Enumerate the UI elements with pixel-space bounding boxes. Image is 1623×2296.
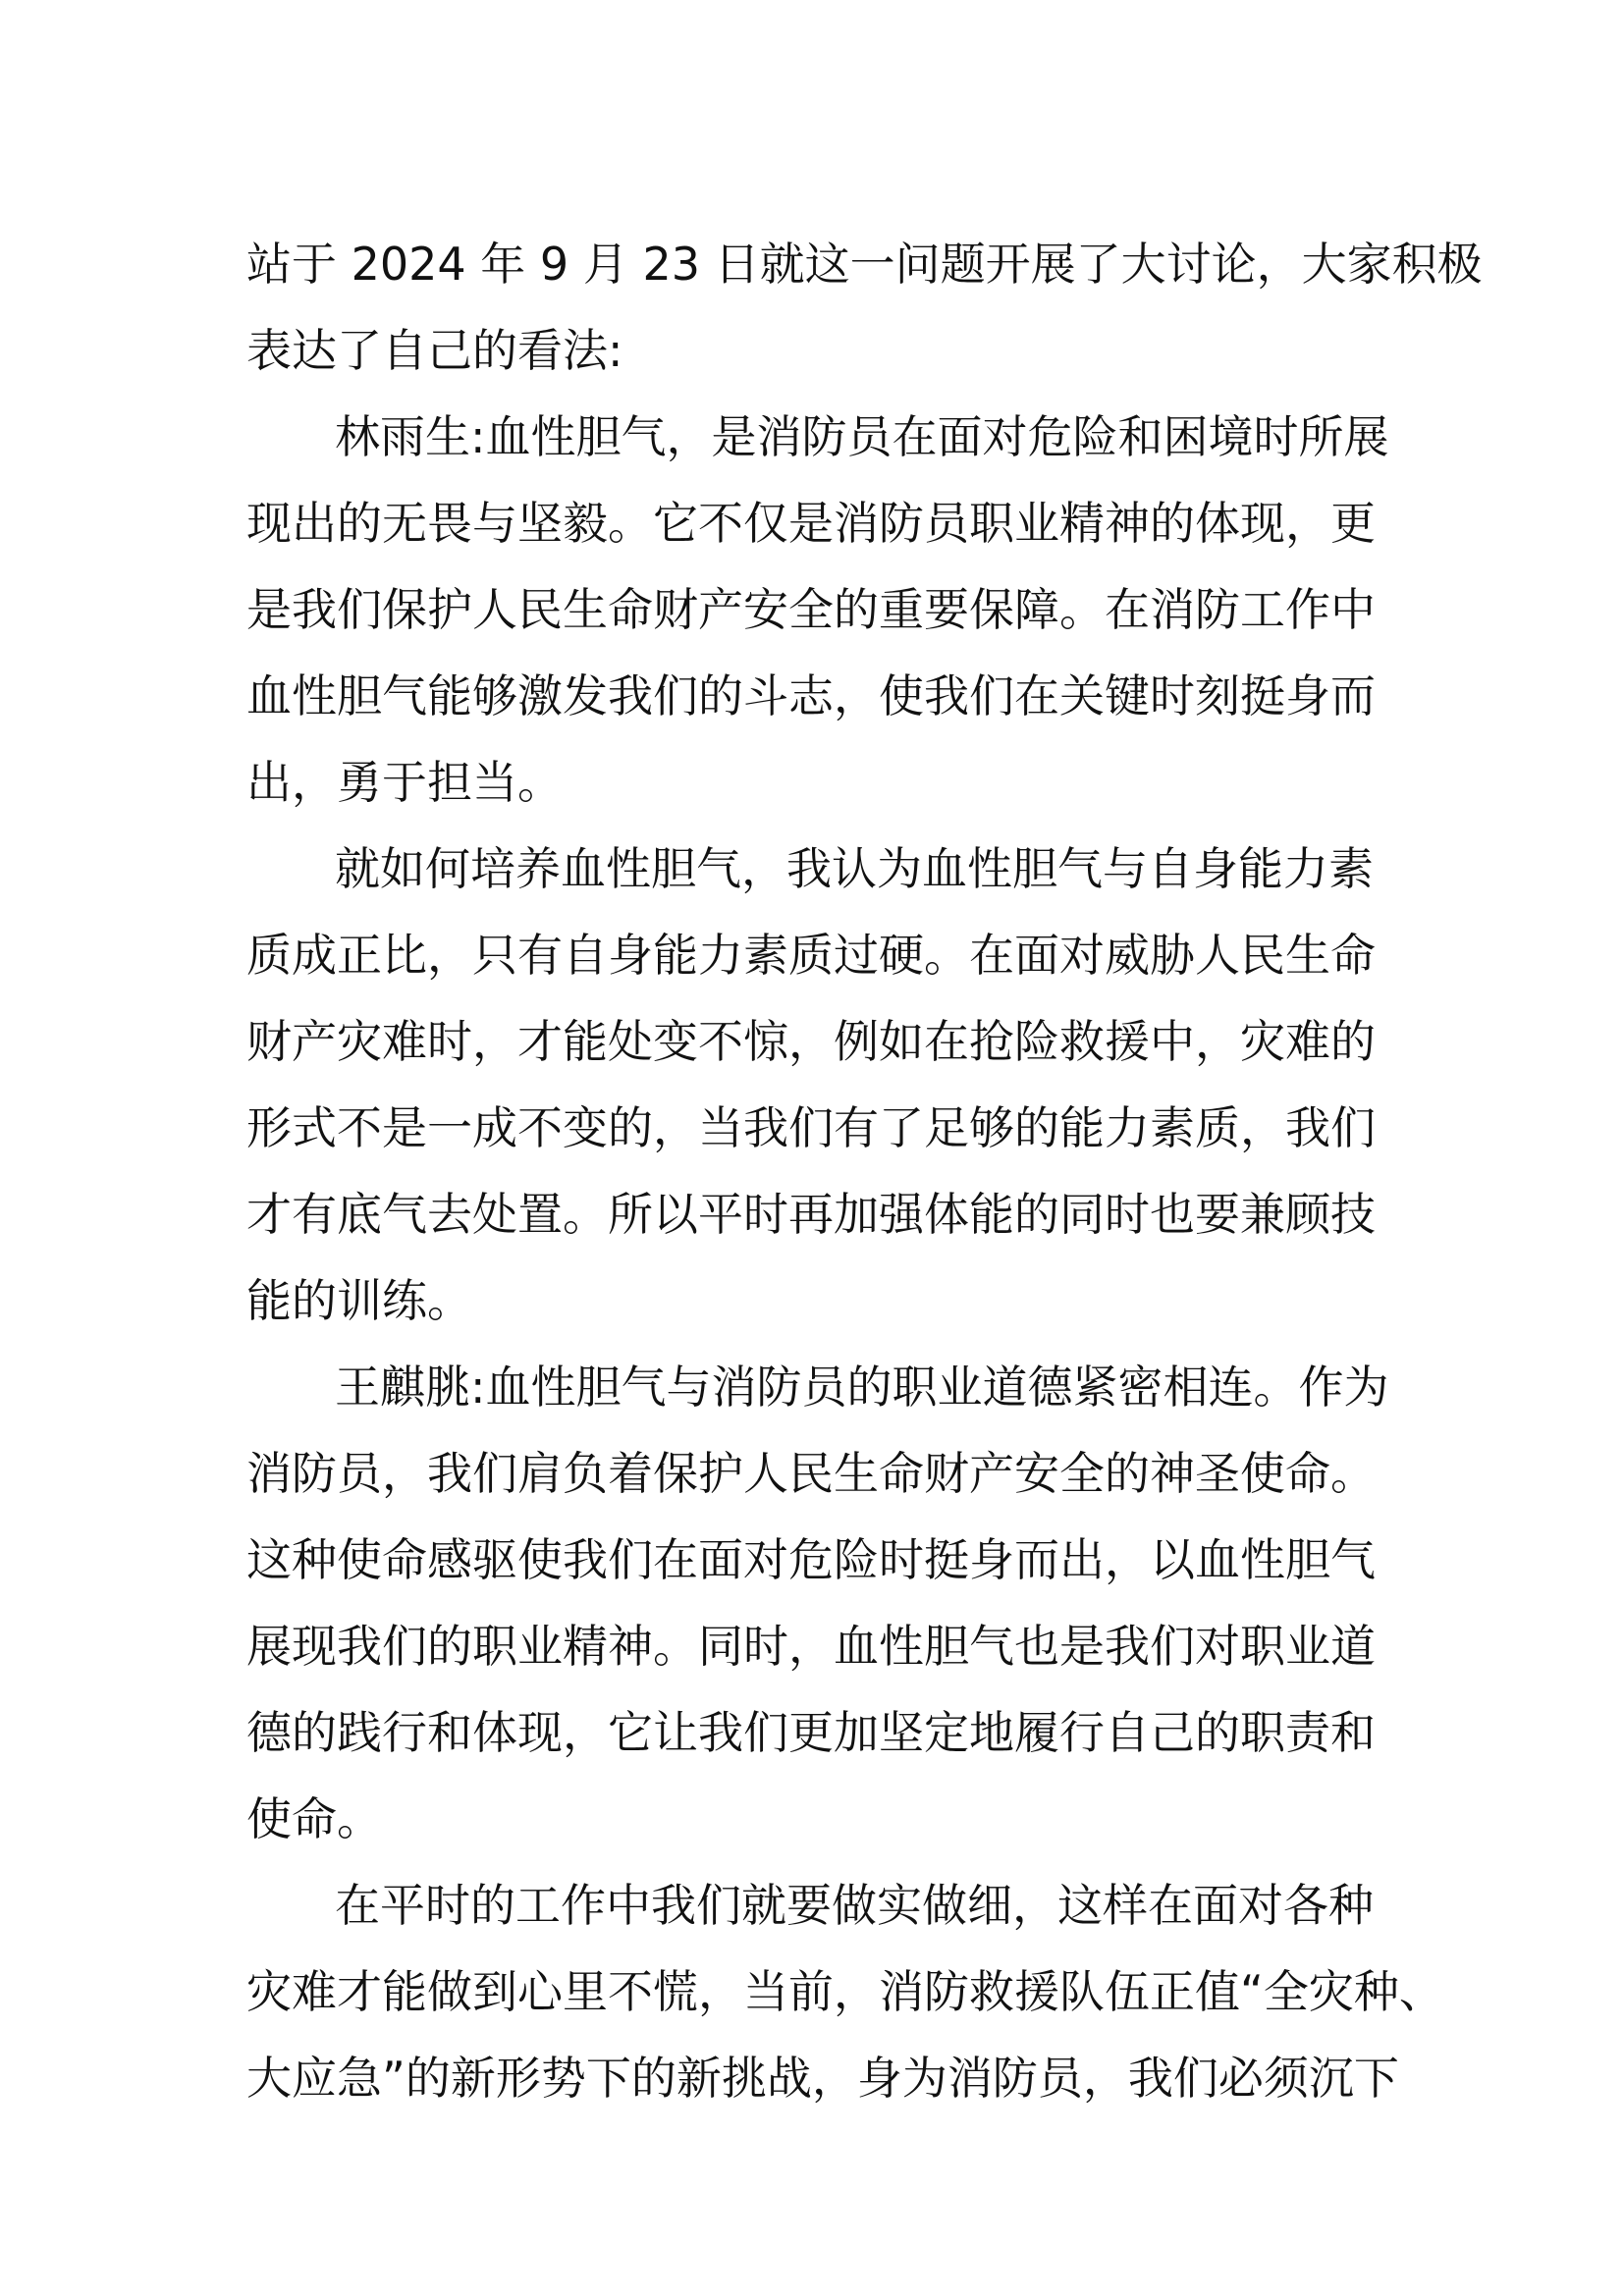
text-line: 能的训练。 bbox=[246, 1274, 472, 1327]
text-line: 德的践行和体现，它让我们更加坚定地履行自己的职责和 bbox=[246, 1706, 1376, 1759]
paragraph-start-line: 林雨生:血性胆气，是消防员在面对危险和困境时所展 bbox=[335, 410, 1389, 463]
paragraph-start-line: 就如何培养血性胆气，我认为血性胆气与自身能力素 bbox=[335, 842, 1374, 895]
text-line: 财产灾难时，才能处变不惊，例如在抢险救援中，灾难的 bbox=[246, 1015, 1376, 1068]
text-line: 站于 2024 年 9 月 23 日就这一问题开展了大讨论，大家积极 bbox=[246, 238, 1483, 291]
text-line: 消防员，我们肩负着保护人民生命财产安全的神圣使命。 bbox=[246, 1447, 1376, 1500]
text-line: 这种使命感驱使我们在面对危险时挺身而出，以血性胆气 bbox=[246, 1533, 1376, 1586]
text-line: 使命。 bbox=[246, 1792, 382, 1845]
paragraph-start-line: 王麒朓:血性胆气与消防员的职业道德紧密相连。作为 bbox=[335, 1361, 1389, 1414]
text-line: 血性胆气能够激发我们的斗志，使我们在关键时刻挺身而 bbox=[246, 669, 1376, 722]
text-line: 出，勇于担当。 bbox=[246, 756, 563, 809]
text-line: 大应急”的新形势下的新挑战，身为消防员，我们必须沉下 bbox=[246, 2052, 1399, 2105]
text-line: 现出的无畏与坚毅。它不仅是消防员职业精神的体现，更 bbox=[246, 497, 1376, 550]
text-line: 展现我们的职业精神。同时，血性胆气也是我们对职业道 bbox=[246, 1620, 1376, 1673]
text-line: 表达了自己的看法: bbox=[246, 324, 623, 377]
text-line: 质成正比，只有自身能力素质过硬。在面对威胁人民生命 bbox=[246, 929, 1376, 982]
document-body bbox=[246, 221, 1483, 2121]
paragraph-start-line: 在平时的工作中我们就要做实做细，这样在面对各种 bbox=[335, 1879, 1374, 1932]
text-line: 是我们保护人民生命财产安全的重要保障。在消防工作中 bbox=[246, 583, 1376, 636]
text-line: 灾难才能做到心里不慌，当前，消防救援队伍正值“全灾种、 bbox=[246, 1965, 1444, 2018]
text-line: 形式不是一成不变的，当我们有了足够的能力素质，我们 bbox=[246, 1101, 1376, 1154]
text-line: 才有底气去处置。所以平时再加强体能的同时也要兼顾技 bbox=[246, 1188, 1376, 1241]
